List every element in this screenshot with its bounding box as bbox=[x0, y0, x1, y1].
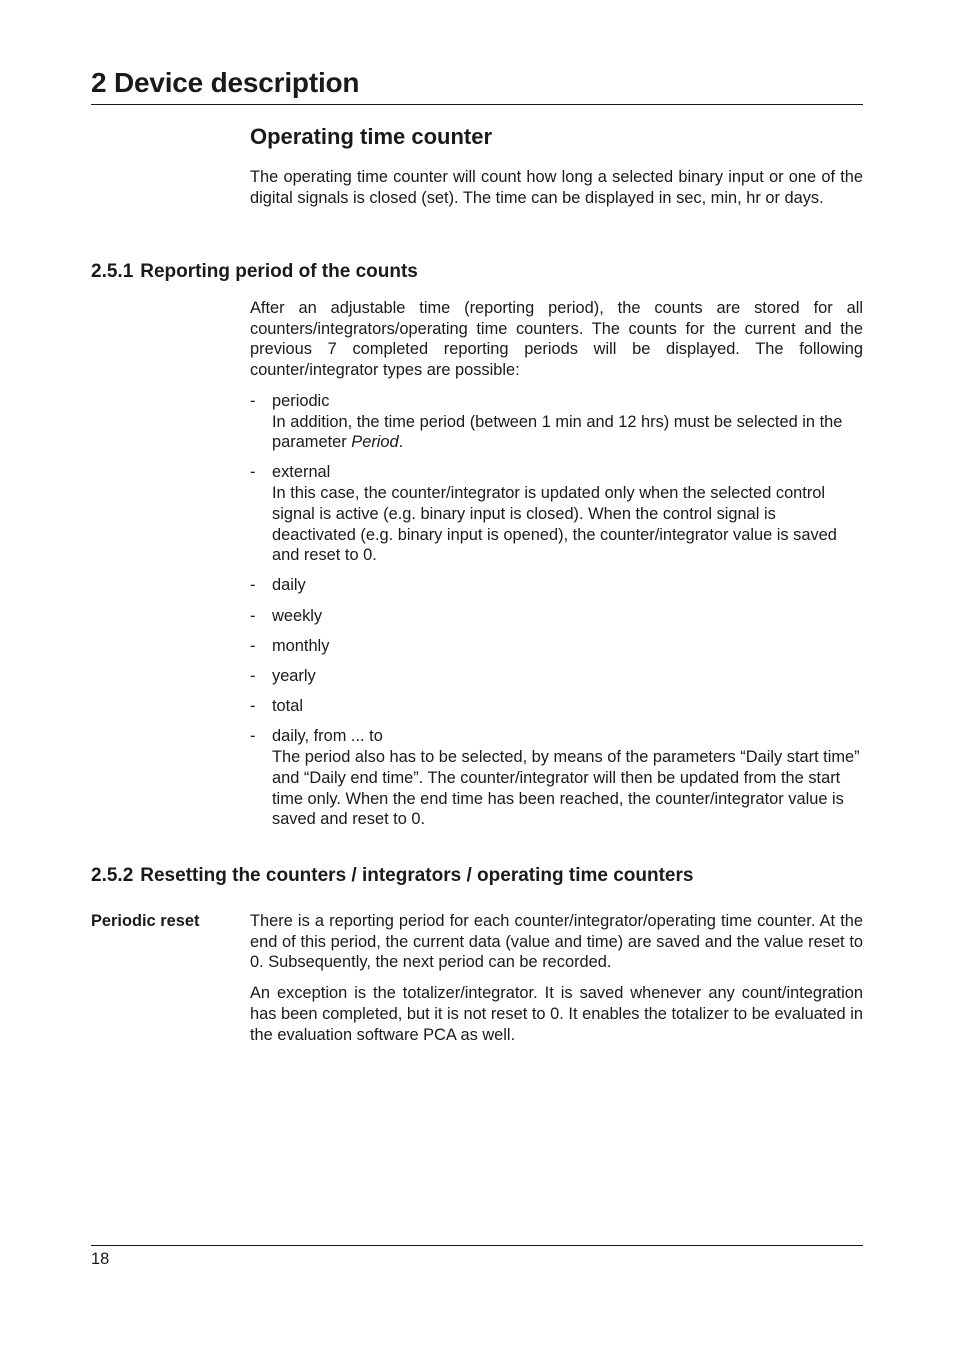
list-dash: - bbox=[250, 636, 256, 655]
description-text-end: . bbox=[398, 433, 404, 452]
resetting-content bbox=[250, 911, 863, 1045]
operating-time-counter-text bbox=[250, 167, 863, 208]
page-number: 18 bbox=[91, 1250, 110, 1268]
section-heading-2-5-2 bbox=[91, 864, 693, 888]
resetting-paragraph: An exception is the totalizer/integrator. It is saved whenever any count/integration has been completed, but it is not reset to 0. It enables the totalizer to be evaluated in the evaluation software PCA as well. bbox=[250, 984, 863, 1044]
section-heading-text: Reporting period of the counts bbox=[140, 261, 418, 282]
list-dash: - bbox=[250, 606, 256, 625]
list-item-label: monthly bbox=[272, 636, 330, 655]
header-rule bbox=[91, 104, 863, 105]
list-item bbox=[250, 696, 863, 717]
list-item-label: total bbox=[272, 697, 303, 716]
list-dash: - bbox=[250, 727, 256, 746]
margin-label-periodic-reset: Periodic reset bbox=[91, 912, 200, 930]
list-item-label: daily, from ... to bbox=[272, 727, 383, 746]
list-dash: - bbox=[250, 667, 256, 686]
list-dash: - bbox=[250, 391, 256, 410]
list-item bbox=[250, 726, 863, 830]
list-item-description bbox=[272, 412, 863, 453]
list-item bbox=[250, 606, 863, 627]
parameter-name: Period bbox=[351, 433, 399, 452]
list-item bbox=[250, 636, 863, 657]
resetting-paragraph: There is a reporting period for each counter/integrator/operating time counter. At the end of this period, the current data (value and time) are saved and the value reset to 0. Subsequently, the next period can be recorded. bbox=[250, 912, 863, 972]
section-number: 2.5.1 bbox=[91, 261, 134, 282]
section-heading-2-5-1 bbox=[91, 260, 418, 284]
counter-type-list bbox=[250, 391, 863, 830]
list-dash: - bbox=[250, 697, 256, 716]
list-item-description: The period also has to be selected, by means of the parameters “Daily start time” and “Daily end time”. The counter/integrator will then be updated from the start time only. When the end time has been reached, the counter/integrator value is saved and reset to 0. bbox=[272, 748, 860, 829]
list-item-description: In this case, the counter/integrator is updated only when the selected control signal is active (e.g. binary input is closed). When the control signal is deactivated (e.g. binary input is opened), the counter/integrator value is saved and reset to 0. bbox=[272, 484, 837, 565]
list-item-label: external bbox=[272, 463, 331, 482]
description-text: In addition, the time period (between 1 min and 12 hrs) must be selected in the parameter bbox=[272, 412, 843, 452]
section-heading-text: Resetting the counters / integrators / operating time counters bbox=[140, 865, 694, 886]
list-item-label: periodic bbox=[272, 391, 330, 410]
list-item bbox=[250, 666, 863, 687]
footer-rule bbox=[91, 1245, 863, 1246]
list-dash: - bbox=[250, 463, 256, 482]
reporting-period-content bbox=[250, 298, 863, 839]
list-item bbox=[250, 462, 863, 566]
list-item-label: weekly bbox=[272, 606, 323, 625]
list-item-label: yearly bbox=[272, 667, 316, 686]
section-number: 2.5.2 bbox=[91, 865, 134, 886]
list-item bbox=[250, 391, 863, 453]
operating-time-counter-paragraph: The operating time counter will count how long a selected binary input or one of the digital signals is closed (set). The time can be displayed in sec, min, hr or days. bbox=[250, 168, 863, 207]
reporting-period-intro: After an adjustable time (reporting period), the counts are stored for all counters/integrators/operating time counters. The counts for the current and the previous 7 completed reporting periods will be displayed. The following counter/integrator types are possible: bbox=[250, 299, 863, 380]
chapter-title: 2 Device description bbox=[91, 67, 360, 98]
list-dash: - bbox=[250, 576, 256, 595]
list-item-label: daily bbox=[272, 576, 306, 595]
list-item bbox=[250, 575, 863, 596]
section-title-operating-time-counter: Operating time counter bbox=[250, 124, 493, 149]
